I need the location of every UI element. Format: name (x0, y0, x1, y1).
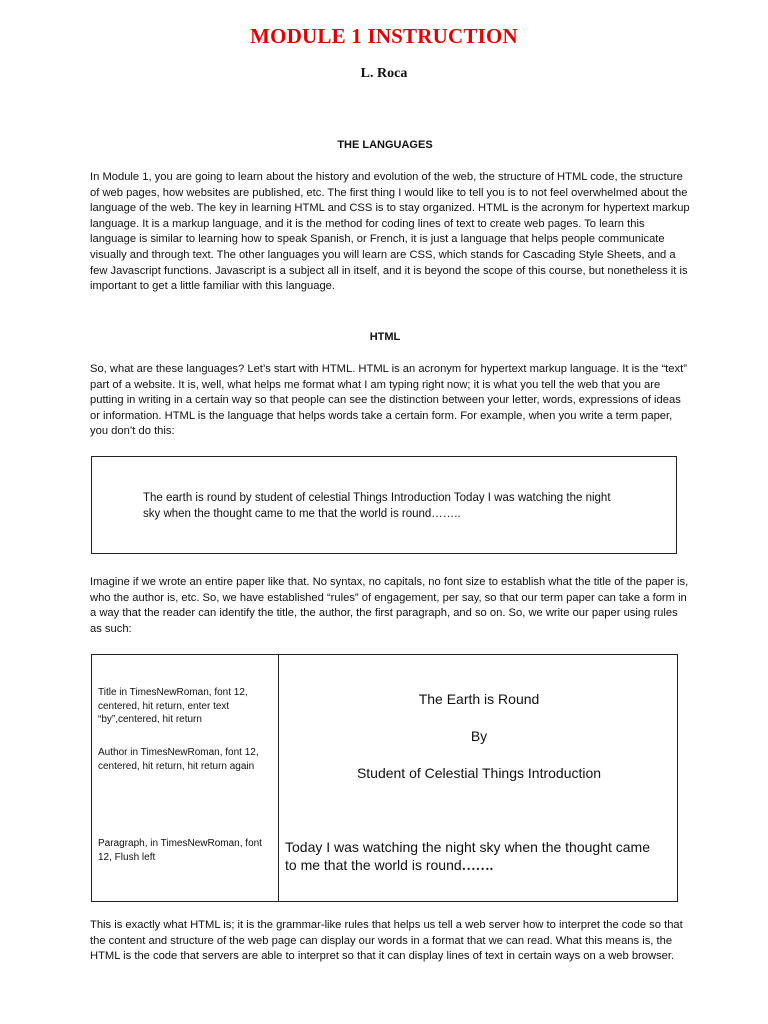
section-heading-languages: THE LANGUAGES (337, 139, 433, 151)
rules-table (91, 654, 678, 902)
paragraph-html-intro: So, what are these languages? Let’s start with HTML. HTML is an acronym for hypertext markup language. It is the “text” part of a website. It is, well, what helps me format what I am typing right now; it is what you tell the web that you are putting in writing in a certain way so that people can see the distinction between your letter, words, expressions of ideas or information. HTML is the language that helps words take a certain form. For example, when you write a term paper, you don’t do this: (90, 363, 687, 438)
sample-paragraph-ellipsis: ……. (461, 859, 494, 874)
unformatted-example-text: The earth is round by student of celestial Things Introduction Today I was watching the night sky when the thought came to me that the world is round…….. (143, 492, 611, 520)
rule-paragraph-cell: Paragraph, in TimesNewRoman, font 12, Flush left (98, 838, 262, 863)
sample-title: The Earth is Round (418, 691, 540, 707)
paragraph-rules: Imagine if we wrote an entire paper like that. No syntax, no capitals, no font size to establish what the title of the paper is, who the author is, etc. So, we have established “rules” of engagement, per say, so that our term paper can take a form in a way that the reader can identify the title, the author, the first paragraph, and so on. So, we write our paper using rules as such: (90, 576, 689, 635)
paragraph-languages: In Module 1, you are going to learn about the history and evolution of the web, the structure of HTML code, the structure of web pages, how websites are published, etc. The first thing I would like to tell you is to not feel overwhelmed about the language of the web. The key in learning HTML and CSS is to stay organized. HTML is the acronym for hypertext markup language. It is a markup language, and it is the method for coding lines of text to create web pages. To learn this language is similar to learning how to speak Spanish, or French, it is just a language that helps people communicate visually and through text. The other languages you will learn are CSS, which stands for Cascading Style Sheets, and a few Javascript functions. Javascript is a subject all in itself, and it is beyond the scope of this course, but nonetheless it is important to get a little familiar with this language. (90, 171, 690, 293)
section-heading-html: HTML (369, 331, 401, 343)
unformatted-example-box (91, 456, 677, 554)
document-title: MODULE 1 INSTRUCTION (250, 24, 518, 48)
rule-author-cell: Author in TimesNewRoman, font 12, centered, hit return, hit return again (98, 747, 259, 772)
sample-paragraph (285, 838, 665, 876)
paragraph-html-summary: This is exactly what HTML is; it is the grammar-like rules that helps us tell a web server how to interpret the code so that the content and structure of the web page can display our words in a format that we can read. What this means is, the HTML is the code that servers are able to interpret so that it can display lines of text in certain ways on a web browser. (90, 919, 683, 963)
sample-by: By (470, 728, 488, 744)
sample-paragraph-lead: Today I was watching the night sky when the thought came to me that the world is round (285, 839, 650, 873)
rule-title-cell: Title in TimesNewRoman, font 12, centered, hit return, enter text “by”,centered, hit return (98, 687, 248, 725)
sample-author: Student of Celestial Things Introduction (356, 765, 602, 781)
document-author: L. Roca (360, 66, 408, 81)
